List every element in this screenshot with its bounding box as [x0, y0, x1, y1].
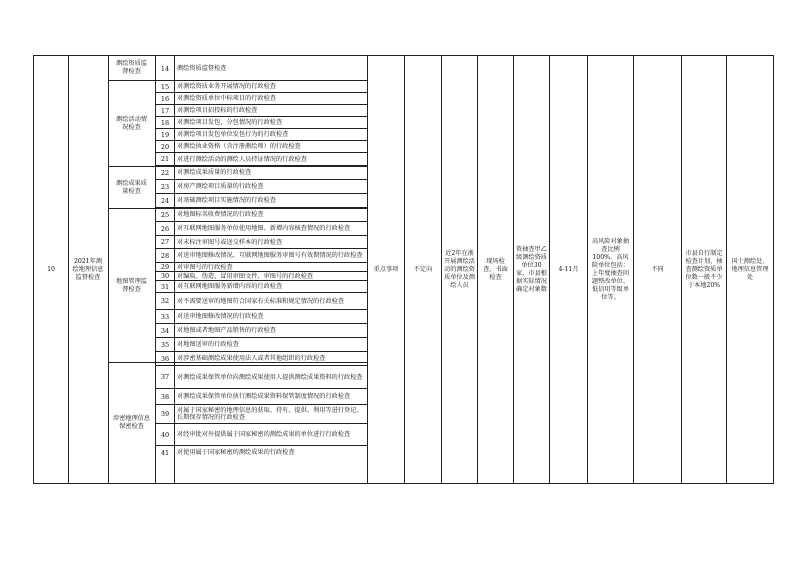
item-number: 26: [160, 224, 170, 233]
item-text: 对测绘执业资格（含注册测绘师）的行政检查: [177, 143, 301, 150]
item-number: 36: [160, 354, 170, 363]
item-text: 对测绘项目发包、分包情况的行政检查: [177, 119, 283, 126]
item-text: 对地图送审的行政检查: [177, 341, 239, 348]
item-number: 20: [160, 142, 170, 151]
item-text: 对编取、伪造、冒用审图文件、审图号的行政检查: [177, 272, 314, 280]
item-number: 22: [160, 168, 170, 177]
item-number: 14: [160, 64, 170, 73]
item-number: 15: [160, 82, 170, 91]
item-number: 37: [160, 373, 170, 381]
item-text: 对地图标名收费情况的行政检查: [177, 211, 264, 218]
method-cell: 现场检查、书面检查: [483, 257, 508, 281]
item-text: 对使用属于国家秘密的测绘成果的行政检查: [177, 449, 295, 456]
difference-cell: 不同: [651, 265, 664, 273]
item-text: 对不需要送审的地图符合国家有关标准和规定情况的行政检查: [177, 297, 345, 305]
item-number: 18: [160, 118, 170, 127]
item-text: 对送审地图修改情况、互联网地图服务审图号有效期情况的行政检查: [177, 252, 363, 259]
item-number: 29: [160, 263, 170, 271]
item-number: 38: [160, 392, 170, 401]
category-cell: 测绘活动情况检查: [116, 115, 147, 131]
item-number: 28: [160, 251, 170, 260]
item-number: 17: [160, 106, 170, 115]
item-number: 16: [160, 94, 170, 103]
item-text: 对测绘项目发包单位发包行为的行政检查: [177, 131, 289, 138]
item-number: 39: [160, 410, 170, 418]
item-text: 对测绘资质单位中标项目的行政检查: [177, 95, 276, 102]
item-text: 对未标注审图号或送交样本的行政检查: [177, 238, 283, 246]
category-cell: 测绘资质监督检查: [116, 60, 147, 75]
item-number: 34: [160, 326, 170, 335]
item-text: 对经审批对外提供属于国家秘密的测绘成果的单位进行行政检查: [177, 431, 351, 438]
item-number: 23: [160, 182, 170, 191]
item-number: 40: [160, 430, 170, 439]
item-text: 测绘资质监督检查: [177, 65, 227, 72]
item-number: 35: [160, 340, 170, 349]
item-text: 对基础测绘项目实施情况的行政检查: [177, 197, 276, 204]
item-text: 对测绘项目招投标的行政检查: [177, 107, 258, 114]
item-text: 对进行测绘活动的测绘人员持证情况的行政检查: [177, 155, 307, 163]
seq-cell: 10: [47, 265, 55, 273]
task-cell: 2021年测绘地理信息监督检查: [72, 257, 104, 281]
item-text: 对测绘成果保管单位向测绘成果使用人提供测绘成果资料的行政检查: [177, 373, 363, 381]
inspection-table: [33, 55, 774, 484]
item-text: 对互联网地图服务单位使用地图、新增内容核查情况的行政检查: [177, 225, 351, 232]
risk-cell: 高风险对象抽查比例100%，高风险单位包括：上年度抽查问题整改单位、低信用等级单位等。: [591, 237, 630, 301]
item-number: 41: [160, 448, 170, 457]
item-number: 32: [160, 297, 170, 305]
level-cell: 重点事项: [373, 265, 399, 273]
item-number: 19: [160, 130, 170, 139]
frequency-cell: 不定向: [413, 265, 433, 273]
item-number: 30: [160, 272, 170, 280]
scope-cell: 近2年在浙开展测绘活动的测绘资质单位及测绘人员: [444, 249, 475, 289]
item-text: 对送审地图修改情况的行政检查: [177, 313, 264, 320]
item-text: 对房产测绘项目质量的行政检查: [177, 183, 264, 190]
item-text: 对属于国家秘密的地理信息的获取、持有、提供、利用等进行登记、长期保存情况的行政检查: [177, 407, 363, 421]
category-cell: 涉密地理信息保密检查: [112, 415, 151, 430]
item-text: 对审图号的行政检查: [177, 263, 233, 271]
department-cell: 国土测绘处、地理信息管理处: [731, 257, 769, 281]
item-text: 对涉密基础测绘成果使用法人或者其他组织的行政检查: [177, 355, 326, 362]
item-number: 31: [160, 282, 170, 291]
category-cell: 地图管理监督检查: [116, 277, 147, 293]
local-plan-cell: 市县自行制定检查计划，抽查测绘资质单位数一般不少于本地20%: [685, 249, 723, 289]
period-cell: 4-11月: [558, 265, 579, 273]
category-cell: 测绘成果质量检查: [116, 179, 147, 195]
item-number: 21: [160, 155, 170, 163]
item-text: 对互联网地图服务新增内容的行政检查: [177, 283, 283, 290]
item-text: 对测绘成果质量的行政检查: [177, 169, 252, 176]
ratio-cell: 资抽查甲乙级测绘资质单位30家，市县根据实际情况确定对象数: [516, 245, 547, 293]
item-text: 对测绘资质业务开展情况的行政检查: [177, 83, 276, 90]
item-number: 33: [160, 312, 170, 321]
item-text: 对测绘成果保管单位执行测绘成果资料保管制度情况的行政检查: [177, 393, 351, 400]
item-text: 对地图或者地图产品销售的行政检查: [177, 327, 276, 334]
item-number: 25: [160, 210, 170, 219]
item-number: 27: [160, 238, 170, 246]
item-number: 24: [160, 196, 170, 205]
